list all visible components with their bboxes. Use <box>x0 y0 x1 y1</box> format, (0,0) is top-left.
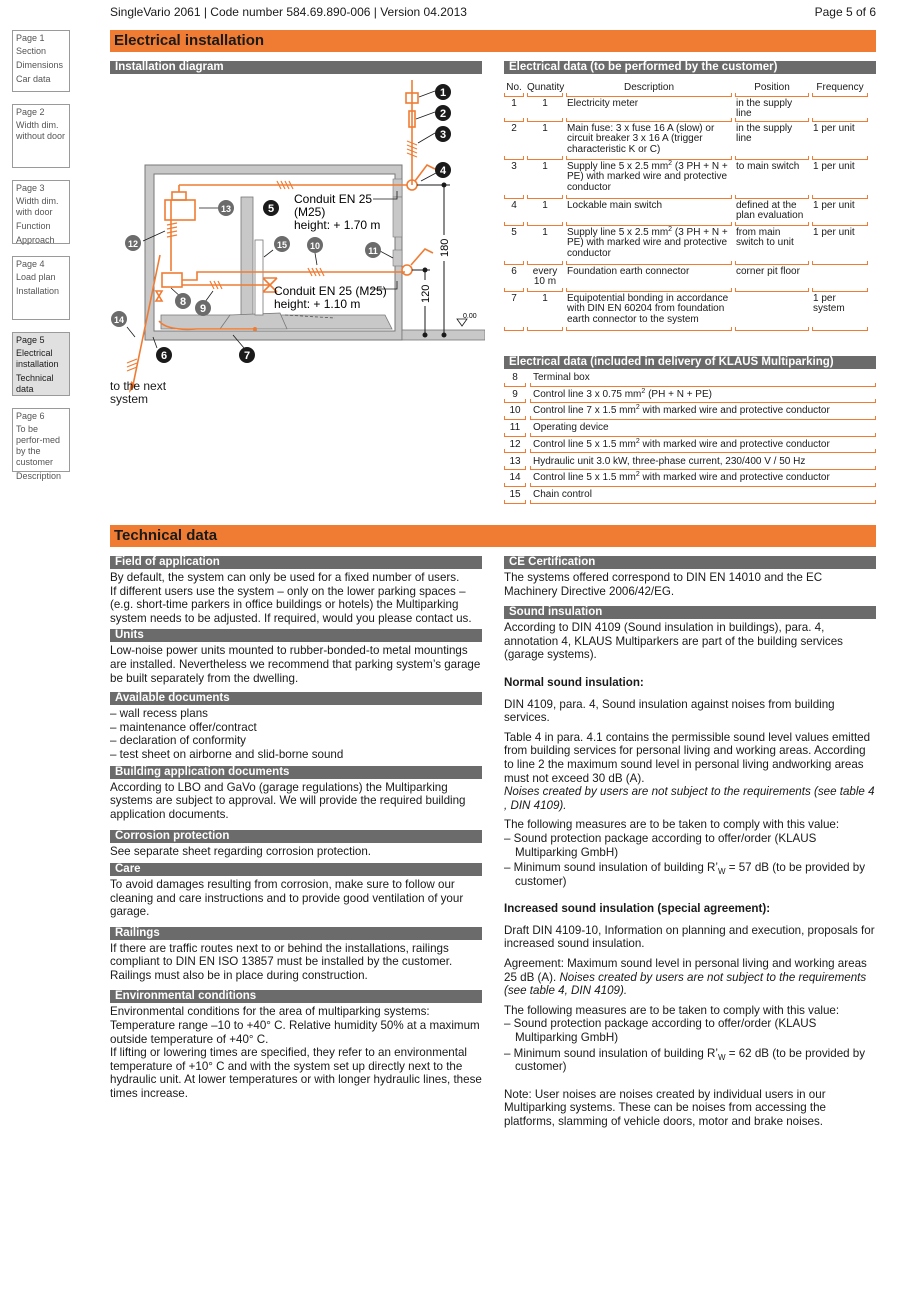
nav-page-2[interactable]: Page 2 Width dim. without door <box>12 104 70 168</box>
table-row: 4 1 Lockable main switch defined at the plan evaluation 1 per unit <box>504 199 876 226</box>
heading-sound-insulation: Sound insulation <box>504 606 876 619</box>
installation-diagram <box>105 75 485 405</box>
documents-list: – wall recess plans – maintenance offer/contract – declaration of conformity – test sheet on airborne and slid-borne sound <box>110 707 344 761</box>
svg-text:height: + 1.70 m: height: + 1.70 m <box>294 218 381 232</box>
svg-text:1: 1 <box>439 87 447 99</box>
heading-environmental-conditions: Environmental conditions <box>110 990 482 1003</box>
svg-text:11: 11 <box>368 246 378 256</box>
normal-sound-insulation-heading: Normal sound insulation: <box>504 675 644 689</box>
svg-text:15: 15 <box>276 240 288 250</box>
table-row: 9 Control line 3 x 0.75 $mm^2$ (PH + N + PE) <box>504 387 876 404</box>
increased-sound-insulation-heading: Increased sound insulation (special agreement): <box>504 902 771 916</box>
nav-page-6[interactable]: Page 6 To be perfor-med by the customer Description <box>12 408 70 472</box>
svg-text:height: + 1.10 m: height: + 1.10 m <box>274 297 361 311</box>
heading-ce-certification: CE Certification <box>504 556 876 569</box>
heading-units: Units <box>110 629 482 642</box>
svg-text:0.00: 0.00 <box>463 313 477 320</box>
svg-text:8: 8 <box>179 296 187 308</box>
heading-corrosion-protection: Corrosion protection <box>110 830 482 843</box>
page-header <box>110 6 876 22</box>
svg-text:10: 10 <box>309 241 321 251</box>
svg-text:Conduit EN 25: Conduit EN 25 <box>294 192 373 206</box>
table-header-row: No. Qunatity Description Position Frequency <box>504 80 876 97</box>
subsection-customer-electrical-data: Electrical data (to be performed by the customer) <box>504 61 876 74</box>
table-row: 12 Control line 5 x 1.5 $mm^2$ with marked wire and protective conductor <box>504 437 876 454</box>
technical-left-column: Field of application By default, the system can only be used for a fixed number of users. If different users use the system – only on the lower parking spaces – (e.g. short-time parkers in office buildings or hotels) the Multiparking system needs to be adjusted. If required, would you please contact us. Units Low-noise power units mounted to rubber-bonded-to metal mountings are installed. Nevertheless we recommend that parking system’s garage be built separately from the dwelling. Available documents – wall recess plans – maintenance offer/contract – declaration of conformity – test sheet on airborne and slid-borne sound Building application documents According to LBO and GaVo (garage regulations) the Multiparking systems are subject to approval. We will provide the required building application documents. Corrosion protection See separate sheet regarding corrosion protection. Care To avoid damages resulting from corrosion, make sure to follow our cleaning and care instructions and to provide good ventilation of your garage. Railings If there are traffic routes next to or behind the installations, railings compliant to DIN EN ISO 13857 must be installed by the customer. Railings must also be in place during construction. Environmental conditions Environmental conditions for the area of multiparking systems: Temperature range –10 to +40° C. Relative humidity 50% at a maximum outside temperature of +40° C. If lifting or lowering times are specified, they refer to an environmental temperature of +10° C and with the system set up directly next to the hydraulic unit. At lower temperatures or with longer hydraulic lines, these times increase. <box>110 556 482 1101</box>
svg-text:6: 6 <box>160 350 168 362</box>
heading-care: Care <box>110 863 482 876</box>
svg-text:12: 12 <box>127 239 139 249</box>
heading-field-of-application: Field of application <box>110 556 482 569</box>
document-info: SingleVario 2061 | Code number 584.69.890-006 | Version 04.2013 <box>110 5 467 19</box>
svg-text:180: 180 <box>439 238 451 257</box>
heading-building-application: Building application documents <box>110 766 482 779</box>
delivery-electrical-table <box>504 370 876 504</box>
page-indicator: Page 5 of 6 <box>814 5 876 19</box>
svg-text:Conduit EN 25 (M25): Conduit EN 25 (M25) <box>274 284 387 298</box>
svg-text:3: 3 <box>439 129 447 141</box>
table-row: 13 Hydraulic unit 3.0 kW, three-phase current, 230/400 V / 50 Hz <box>504 453 876 470</box>
subsection-installation-diagram: Installation diagram <box>110 61 482 74</box>
svg-text:4: 4 <box>439 165 447 177</box>
nav-page-5[interactable]: Page 5 Electrical installation Technical data <box>12 332 70 396</box>
sound-note: Note: User noises are noises created by individual users in our Multiparking systems. These can be noises from accessing the platforms, slamming of vehicle doors, motor and brake noises. <box>504 1087 826 1128</box>
nav-page-4[interactable]: Page 4 Load plan Installation <box>12 256 70 320</box>
section-title-electrical: Electrical installation <box>110 30 876 52</box>
table-row: 5 1 Supply line 5 x 2.5 $mm^2$ (3 PH + N + PE) with marked wire and protective conductor from main switch to unit 1 per unit <box>504 226 876 265</box>
nav-page-1[interactable]: Page 1 Section Dimensions Car data <box>12 30 70 92</box>
heading-available-documents: Available documents <box>110 692 482 705</box>
subsection-delivery-electrical-data: Electrical data (included in delivery of KLAUS Multiparking) <box>504 356 876 369</box>
table-row: 1 1 Electricity meter in the supply line <box>504 97 876 122</box>
technical-right-column: CE Certification The systems offered correspond to DIN EN 14010 and the EC Machinery Directive 2006/42/EG. Sound insulation According to DIN 4109 (Sound insulation in buildings), para. 4, annotation 4, KLAUS Multiparkers are part of the building services (garage systems). Normal sound insulation: DIN 4109, para. 4, Sound insulation against noises from building services. Table 4 in para. 4.1 contains the permissible sound level values emitted from building services for personal living and working areas. According to line 2 the maximum sound level in personal living andworking areas must not exceed 30 dB (A). Noises created by users are not subject to the requirements (see table 4 , DIN 4109). The following measures are to be taken to comply with this value: – Sound protection package according to offer/order (KLAUS Multiparking GmbH) – Minimum sound insulation of building $R’_W = 57$ dB (to be provided by customer) Increased sound insulation (special agreement): Draft DIN 4109-10, Information on planning and execution, proposals for increased sound insulation. Agreement: Maximum sound level in personal living and working areas 25 dB (A). Noises created by users are not subject to the requirements (see table 4, DIN 4109). The following measures are to be taken to comply with this value: – Sound protection package according to offer/order (KLAUS Multiparking GmbH) – Minimum sound insulation of building $R’_W = 62$ dB (to be provided by customer) Note: User noises are noises created by individual users in our Multiparking systems. These can be noises from accessing the platforms, slamming of vehicle doors, motor and brake noises. <box>504 556 875 1128</box>
svg-text:2: 2 <box>439 108 447 120</box>
svg-text:7: 7 <box>243 350 251 362</box>
table-row: 8 Terminal box <box>504 370 876 387</box>
table-row: 6 every 10 m Foundation earth connector corner pit floor <box>504 265 876 292</box>
page-navigation <box>12 30 70 484</box>
svg-text:14: 14 <box>113 315 125 325</box>
svg-text:5: 5 <box>267 203 275 215</box>
heading-railings: Railings <box>110 927 482 940</box>
customer-electrical-table <box>504 80 876 331</box>
table-row: 7 1 Equipotential bonding in accordance with DIN EN 60204 from foundation earth connector to the system 1 per system <box>504 292 876 331</box>
table-row: 15 Chain control <box>504 487 876 504</box>
table-row: 11 Operating device <box>504 420 876 437</box>
svg-text:(M25): (M25) <box>294 205 326 219</box>
table-row: 14 Control line 5 x 1.5 $mm^2$ with marked wire and protective conductor <box>504 470 876 487</box>
section-title-technical: Technical data <box>110 525 876 547</box>
table-row: 10 Control line 7 x 1.5 $mm^2$ with marked wire and protective conductor <box>504 403 876 420</box>
table-row: 2 1 Main fuse: 3 x fuse 16 A (slow) or circuit breaker 3 x 16 A (trigger characteristic K or C) in the supply line 1 per unit <box>504 122 876 160</box>
svg-text:9: 9 <box>199 303 207 315</box>
table-row: 3 1 Supply line 5 x 2.5 $mm^2$ (3 PH + N + PE) with marked wire and protective conductor to main switch 1 per unit <box>504 160 876 199</box>
nav-page-3[interactable]: Page 3 Width dim. with door Function Approach <box>12 180 70 244</box>
svg-text:120: 120 <box>420 284 432 303</box>
svg-text:13: 13 <box>220 204 232 214</box>
to-next-system-label: to the next system <box>110 379 167 406</box>
